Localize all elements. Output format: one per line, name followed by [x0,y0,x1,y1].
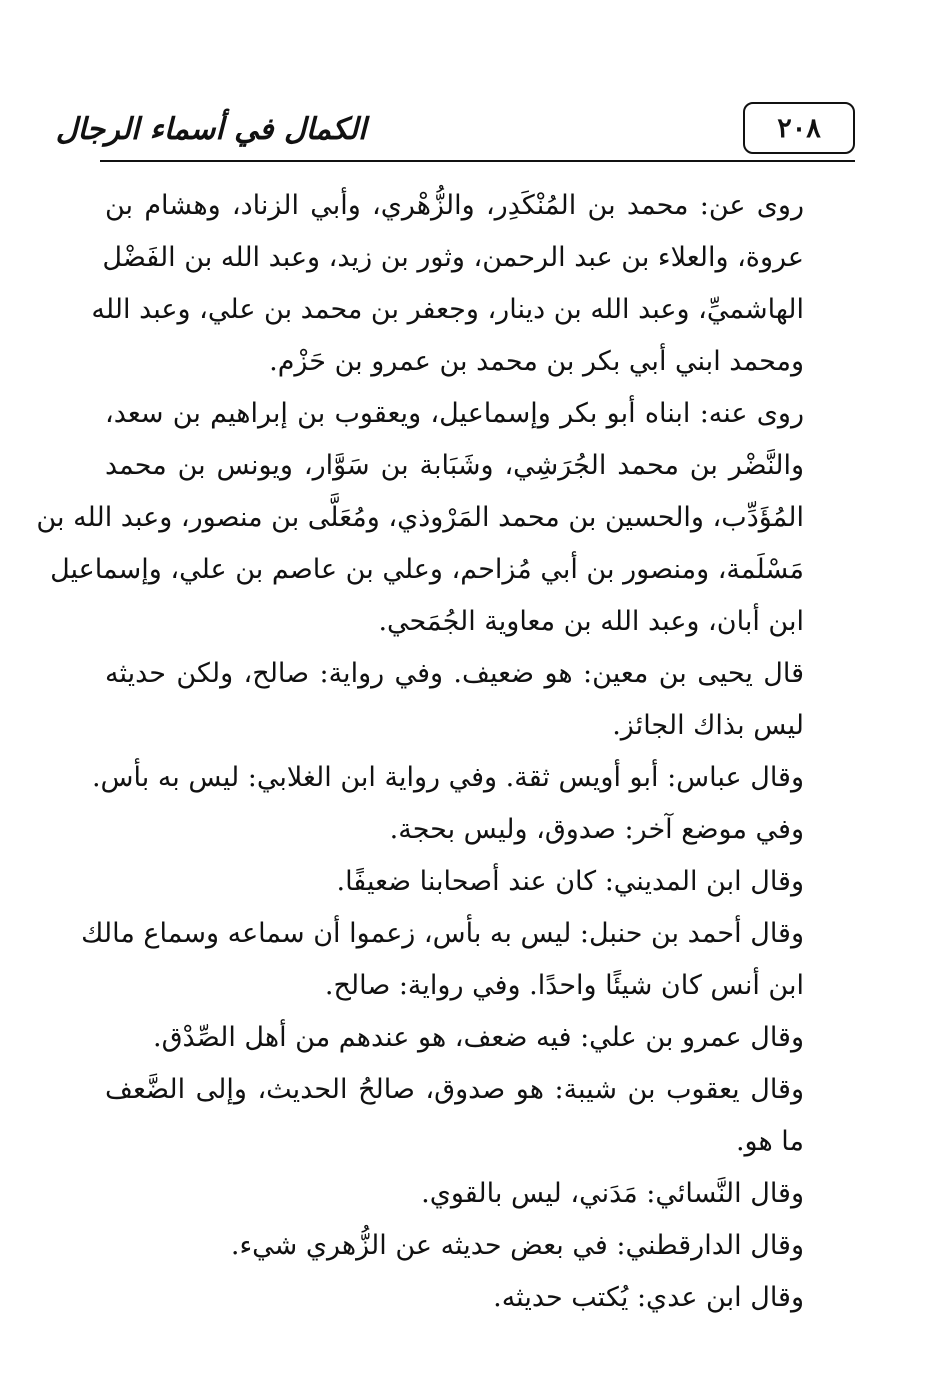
text-line: ليس بذاك الجائز. [612,710,804,741]
paragraph [91,752,840,856]
text-line: ما هو. [735,1126,804,1157]
paragraph [91,180,840,388]
paragraph [105,1220,840,1272]
header-rule [100,160,855,162]
text-line: ومحمد ابني أبي بكر بن محمد بن عمرو بن حَزْم. [269,346,804,377]
text-line: وقال عباس: أبو أويس ثقة. وفي رواية ابن الغلابي: ليس به بأس. [91,762,804,793]
paragraph [105,1272,840,1324]
page-number: ٢٠٨ [743,102,855,154]
text-line: ابن أنس كان شيئًا واحدًا. وفي رواية: صالح. [324,970,804,1001]
text-line: وقال ابن المديني: كان عند أصحابنا ضعيفًا. [336,866,804,897]
paragraph [81,908,840,1012]
text-line: وقال ابن عدي: يُكتب حديثه. [493,1282,804,1313]
text-line: ابن أبان، وعبد الله بن معاوية الجُمَحي. [378,606,804,637]
text-line: روى عن: محمد بن المُنْكَدِر، والزُّهْري، وأبي الزناد، وهشام بن [105,190,804,221]
text-line: روى عنه: ابناه أبو بكر وإسماعيل، ويعقوب بن إبراهيم بن سعد، [105,398,804,429]
text-line: وقال أحمد بن حنبل: ليس به بأس، زعموا أن سماعه وسماع مالك [81,918,804,949]
text-line: وقال عمرو بن علي: فيه ضعف، هو عندهم من أهل الصِّدْق. [152,1022,804,1053]
text-line: وفي موضع آخر: صدوق، وليس بحجة. [389,814,804,845]
text-line: وقال يعقوب بن شيبة: هو صدوق، صالحُ الحديث، وإلى الضَّعف [105,1074,804,1105]
text-line: عروة، والعلاء بن عبد الرحمن، وثور بن زيد، وعبد الله بن الفَضْل [102,242,804,273]
page-header [55,100,855,162]
book-title: الكمال في أسماء الرجال [55,111,367,147]
text-line: والنَّضْر بن محمد الجُرَشِي، وشَبَابة بن سَوَّار، ويونس بن محمد [105,450,804,481]
text-line: وقال الدارقطني: في بعض حديثه عن الزُّهري شيء. [230,1230,804,1261]
paragraph [36,388,840,648]
text-line: وقال النَّسائي: مَدَني، ليس بالقوي. [421,1178,804,1209]
text-line: قال يحيى بن معين: هو ضعيف. وفي رواية: صالح، ولكن حديثه [105,658,804,689]
paragraph [105,1168,840,1220]
paragraph [105,856,840,908]
body-text [36,180,840,1324]
paragraph [105,648,840,752]
text-line: الهاشميِّ، وعبد الله بن دينار، وجعفر بن محمد بن علي، وعبد الله [91,294,804,325]
paragraph [105,1012,840,1064]
text-line: المُؤَدِّب، والحسين بن محمد المَرْوذي، ومُعَلَّى بن منصور، وعبد الله بن [36,502,804,533]
paragraph [105,1064,840,1168]
text-line: مَسْلَمة، ومنصور بن أبي مُزاحم، وعلي بن عاصم بن علي، وإسماعيل [50,554,804,585]
